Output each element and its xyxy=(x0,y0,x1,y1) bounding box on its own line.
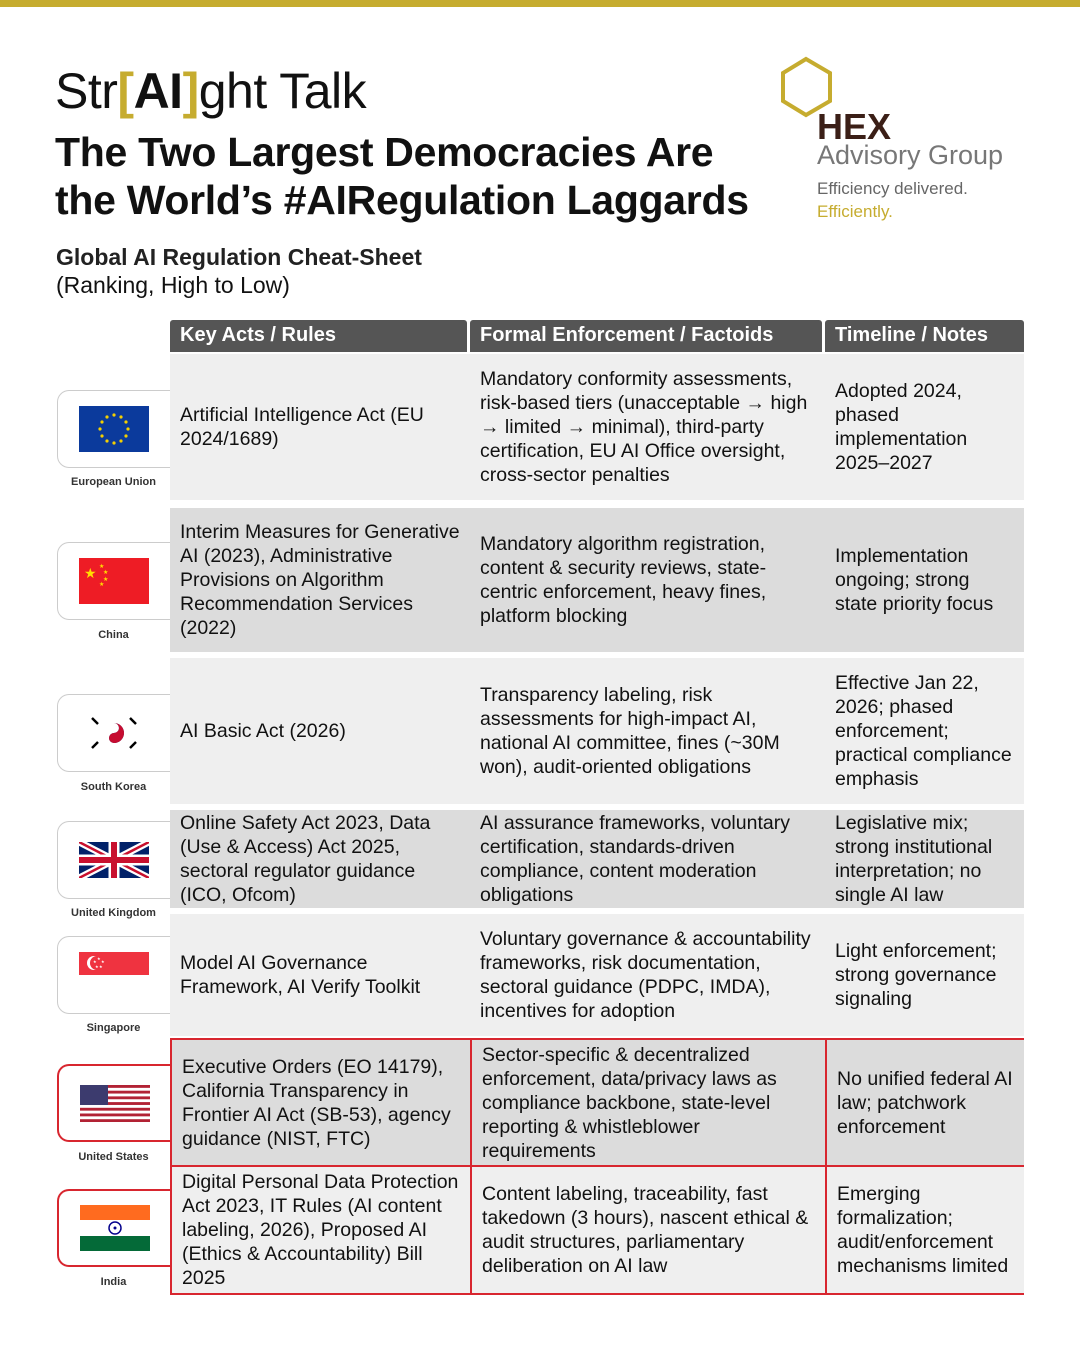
timeline-cell: Implementation ongoing; strong state priority focus xyxy=(825,508,1024,652)
enforcement-cell: Mandatory algorithm registration, content & security reviews, state-centric enforcement, heavy fines, platform blocking xyxy=(470,508,823,652)
india-flag-icon xyxy=(80,1205,150,1251)
top-accent-bar xyxy=(0,0,1080,7)
enforcement-cell: Transparency labeling, risk assessments for high-impact AI, national AI committee, fines (~30M won), audit-oriented obligations xyxy=(470,658,823,804)
enforcement-cell: Content labeling, traceability, fast takedown (3 hours), nascent ethical & audit structures, parliamentary deliberation on AI law xyxy=(470,1167,823,1293)
acts-cell: Online Safety Act 2023, Data (Use & Access) Act 2025, sectoral regulator guidance (ICO, Ofcom) xyxy=(170,810,468,908)
india-flag-box xyxy=(57,1189,170,1267)
logo-subtitle: Advisory Group xyxy=(817,140,1004,170)
logo-name: HEX xyxy=(817,106,892,147)
south-korea-flag-icon xyxy=(79,710,149,756)
country-label: India xyxy=(100,1276,127,1288)
enforcement-cell: Mandatory conformity assessments, risk-based tiers (unacceptable → high → limited → minimal), third-party certification, EU AI Office oversight, cross-sector penalties xyxy=(470,354,823,500)
timeline-cell: Adopted 2024, phased implementation 2025–2027 xyxy=(825,354,1024,500)
china-flag-icon xyxy=(79,558,149,604)
svg-text:★: ★ xyxy=(99,964,103,969)
logo-tagline: Efficiency delivered. xyxy=(817,179,968,198)
eu-flag-icon xyxy=(79,406,149,452)
svg-text:★: ★ xyxy=(103,577,109,583)
timeline-cell: No unified federal AI law; patchwork enforcement xyxy=(825,1040,1024,1165)
acts-cell: Executive Orders (EO 14179), California Transparency in Frontier AI Act (SB-53), agency guidance (NIST, FTC) xyxy=(170,1040,468,1165)
logo-tagline-accent: Efficiently. xyxy=(817,202,893,221)
country-label: South Korea xyxy=(80,781,147,793)
timeline-cell: Legislative mix; strong institutional interpretation; no single AI law xyxy=(825,810,1024,908)
table-row xyxy=(170,810,1024,908)
uk-flag-icon xyxy=(79,842,149,878)
country-label: Singapore xyxy=(86,1022,141,1034)
acts-cell: Interim Measures for Generative AI (2023), Administrative Provisions on Algorithm Recommendation Services (2022) xyxy=(170,508,468,652)
svg-text:★: ★ xyxy=(93,959,97,964)
table-row-highlighted xyxy=(170,1165,1024,1295)
eu-flag-box xyxy=(57,390,170,468)
singapore-flag-box xyxy=(57,936,170,1014)
svg-text:★: ★ xyxy=(95,964,99,969)
subtitle: Global AI Regulation Cheat-Sheet (Ranking, High to Low) xyxy=(56,244,422,298)
acts-cell: Model AI Governance Framework, AI Verify Toolkit xyxy=(170,914,468,1036)
china-flag-box xyxy=(57,542,170,620)
svg-text:★: ★ xyxy=(99,582,105,588)
table-row xyxy=(170,508,1024,652)
singapore-flag-icon xyxy=(79,952,149,998)
table-row xyxy=(170,658,1024,804)
country-label: European Union xyxy=(71,476,156,488)
us-flag-box xyxy=(57,1064,170,1142)
header-enforcement: Formal Enforcement / Factoids xyxy=(470,320,822,352)
korea-flag-box xyxy=(57,694,170,772)
country-label: United Kingdom xyxy=(71,907,156,919)
us-flag-icon xyxy=(80,1085,150,1122)
uk-flag-box xyxy=(57,821,170,899)
hex-logo xyxy=(780,56,1040,226)
enforcement-cell: Sector-specific & decentralized enforcement, data/privacy laws as compliance backbone, state-level reporting & whistleblower requirements xyxy=(470,1040,823,1165)
acts-cell: AI Basic Act (2026) xyxy=(170,658,468,804)
timeline-cell: Emerging formalization; audit/enforcement mechanisms limited xyxy=(825,1167,1024,1293)
timeline-cell: Effective Jan 22, 2026; phased enforcement; practical compliance emphasis xyxy=(825,658,1024,804)
table-row xyxy=(170,354,1024,500)
svg-text:★: ★ xyxy=(101,959,105,964)
svg-text:★: ★ xyxy=(97,956,101,961)
enforcement-cell: Voluntary governance & accountability frameworks, risk documentation, sectoral guidance (PDPC, IMDA), incentives for adoption xyxy=(470,914,823,1036)
table-row-highlighted xyxy=(170,1038,1024,1167)
brand-title: Str[AI]ght Talk xyxy=(55,63,367,119)
country-label: China xyxy=(98,629,129,641)
acts-cell: Digital Personal Data Protection Act 2023, IT Rules (AI content labeling, 2026), Proposed AI (Ethics & Accountability) Bill 2025 xyxy=(170,1167,468,1293)
svg-text:★: ★ xyxy=(84,565,97,581)
svg-text:★: ★ xyxy=(103,570,109,576)
svg-text:★: ★ xyxy=(99,564,105,570)
enforcement-cell: AI assurance frameworks, voluntary certification, standards-driven compliance, content moderation obligations xyxy=(470,810,823,908)
header-key-acts: Key Acts / Rules xyxy=(170,320,467,352)
acts-cell: Artificial Intelligence Act (EU 2024/1689) xyxy=(170,354,468,500)
table-row xyxy=(170,914,1024,1036)
header-timeline: Timeline / Notes xyxy=(825,320,1024,352)
country-label: United States xyxy=(78,1151,149,1163)
timeline-cell: Light enforcement; strong governance signaling xyxy=(825,914,1024,1036)
page-title: The Two Largest Democracies Are the World’s #AIRegulation Laggards xyxy=(55,129,749,223)
